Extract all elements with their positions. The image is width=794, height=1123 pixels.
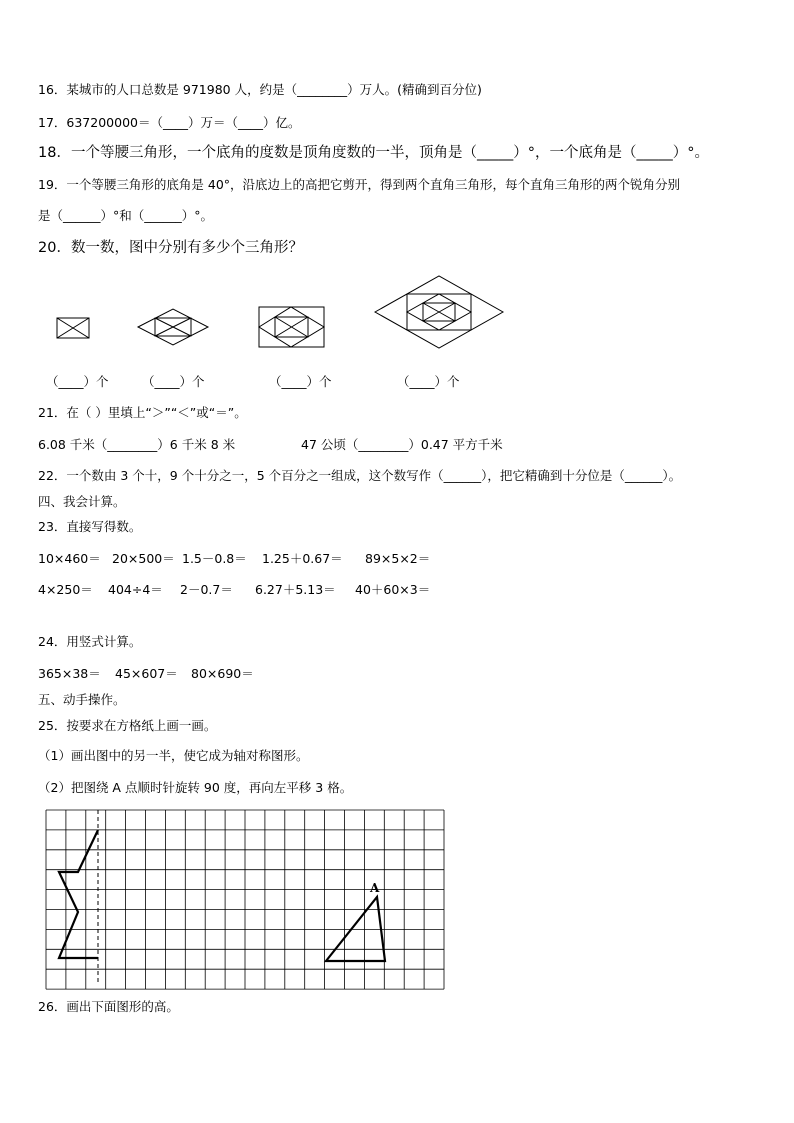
question-22: 22．一个数由 3 个十，9 个十分之一，5 个百分之一组成，这个数写作（______），把它精确到十分位是（______）。: [38, 468, 682, 483]
q20-answer-1: （____）个: [46, 374, 109, 389]
question-18: 18．一个等腰三角形，一个底角的度数是顶角度数的一半，顶角是（_____）°，一个底角是（_____）°。: [38, 145, 709, 161]
q23-r1-c3: 1.5－0.8＝: [182, 551, 247, 566]
q23-r2-c1: 4×250＝: [38, 582, 93, 597]
q23-r1-c1: 10×460＝: [38, 551, 101, 566]
q23-r1-c5: 89×5×2＝: [365, 551, 431, 566]
question-23: 23．直接写得数。: [38, 519, 142, 534]
question-26: 26．画出下面图形的高。: [38, 999, 179, 1014]
q21-item-2: 47 公顷（________）0.47 平方千米: [301, 437, 503, 452]
q24-item-3: 80×690＝: [191, 666, 254, 681]
q23-r1-c2: 20×500＝: [112, 551, 175, 566]
q20-answer-3: （____）个: [269, 374, 332, 389]
question-25: 25．按要求在方格纸上画一画。: [38, 718, 217, 733]
q23-r2-c3: 2－0.7＝: [180, 582, 233, 597]
q20-answer-2: （____）个: [142, 374, 205, 389]
question-21: 21．在（ ）里填上“＞”“＜”或“＝”。: [38, 405, 247, 420]
question-16: 16．某城市的人口总数是 971980 人，约是（________）万人。(精确到百分位): [38, 82, 482, 97]
q24-item-2: 45×607＝: [115, 666, 178, 681]
q23-r1-c4: 1.25＋0.67＝: [262, 551, 343, 566]
triangle-figure: [326, 897, 385, 961]
question-19-line1: 19．一个等腰三角形的底角是 40°，沿底边上的高把它剪开，得到两个直角三角形，每个直角三角形的两个锐角分别: [38, 177, 681, 192]
q25-part-1: （1）画出图中的另一半，使它成为轴对称图形。: [38, 748, 309, 763]
q23-r2-c2: 404÷4＝: [108, 582, 163, 597]
question-20: 20．数一数，图中分别有多少个三角形？: [38, 240, 303, 256]
question-24: 24．用竖式计算。: [38, 634, 142, 649]
q20-answer-4: （____）个: [397, 374, 460, 389]
question-19-line2: 是（______）°和（______）°。: [38, 208, 214, 223]
q24-item-1: 365×38＝: [38, 666, 101, 681]
q25-part-2: （2）把图绕 A 点顺时针旋转 90 度，再向左平移 3 格。: [38, 780, 353, 795]
q23-r2-c5: 40＋60×3＝: [355, 582, 431, 597]
question-17: 17．637200000＝（____）万＝（____）亿。: [38, 115, 301, 130]
section-5-heading: 五、动手操作。: [38, 692, 126, 707]
q23-r2-c4: 6.27＋5.13＝: [255, 582, 336, 597]
half-figure: [59, 830, 98, 958]
point-a-label: A: [370, 881, 380, 895]
q21-item-1: 6.08 千米（________）6 千米 8 米: [38, 437, 236, 452]
section-4-heading: 四、我会计算。: [38, 494, 126, 509]
